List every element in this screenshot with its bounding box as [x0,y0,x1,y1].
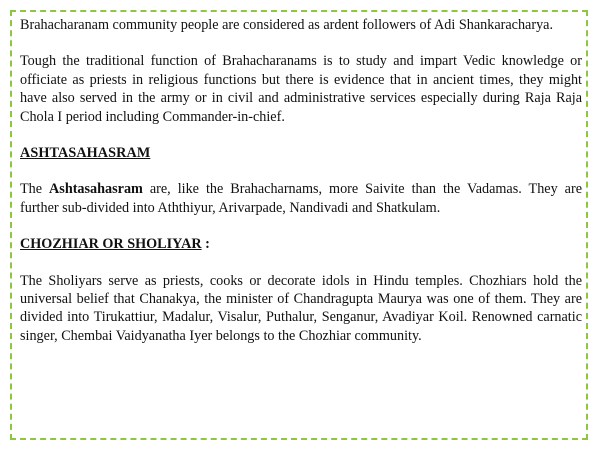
bold-term-ashtasahasram: Ashtasahasram [49,181,143,198]
paragraph-traditional-function: Tough the traditional function of Brahacharanams is to study and impart Vedic knowledge or officiate as priests in religious functions but there is evidence that in ancient times, they might have also served in the army or in civil and administrative services especially during Raja Raja Chola I period including Commander-in-chief. [20,53,582,125]
document-body [20,16,582,363]
paragraph-ashtasahasram-suffix: are, like the Brahacharnams, more Saivite than the Vadamas. They are further sub-divided into Aththiyur, Arivarpade, Nandivadi and Shatkulam. [20,181,582,216]
heading-ashtasahasram: ASHTASAHASRAM [20,145,151,162]
paragraph-ashtasahasram-prefix: The [20,181,50,198]
paragraph-ashtasahasram [20,180,582,217]
heading-colon: : [201,236,210,253]
paragraph-intro: Brahacharanam community people are considered as ardent followers of Adi Shankaracharya. [20,17,554,33]
heading-chozhiar-line [20,235,582,253]
paragraph-sholiyar: The Sholiyars serve as priests, cooks or decorate idols in Hindu temples. Chozhiars hold the universal belief that Chanakya, the minister of Chandragupta Maurya was one of them. They are divided into Tirukattiur, Madalur, Visalur, Puthalur, Senganur, Avadiyar Koil. Renowned carnatic singer, Chembai Vaidyanatha Iyer belongs to the Chozhiar community. [20,272,582,344]
heading-chozhiar-or-sholiyar: CHOZHIAR OR SHOLIYAR [20,236,202,253]
